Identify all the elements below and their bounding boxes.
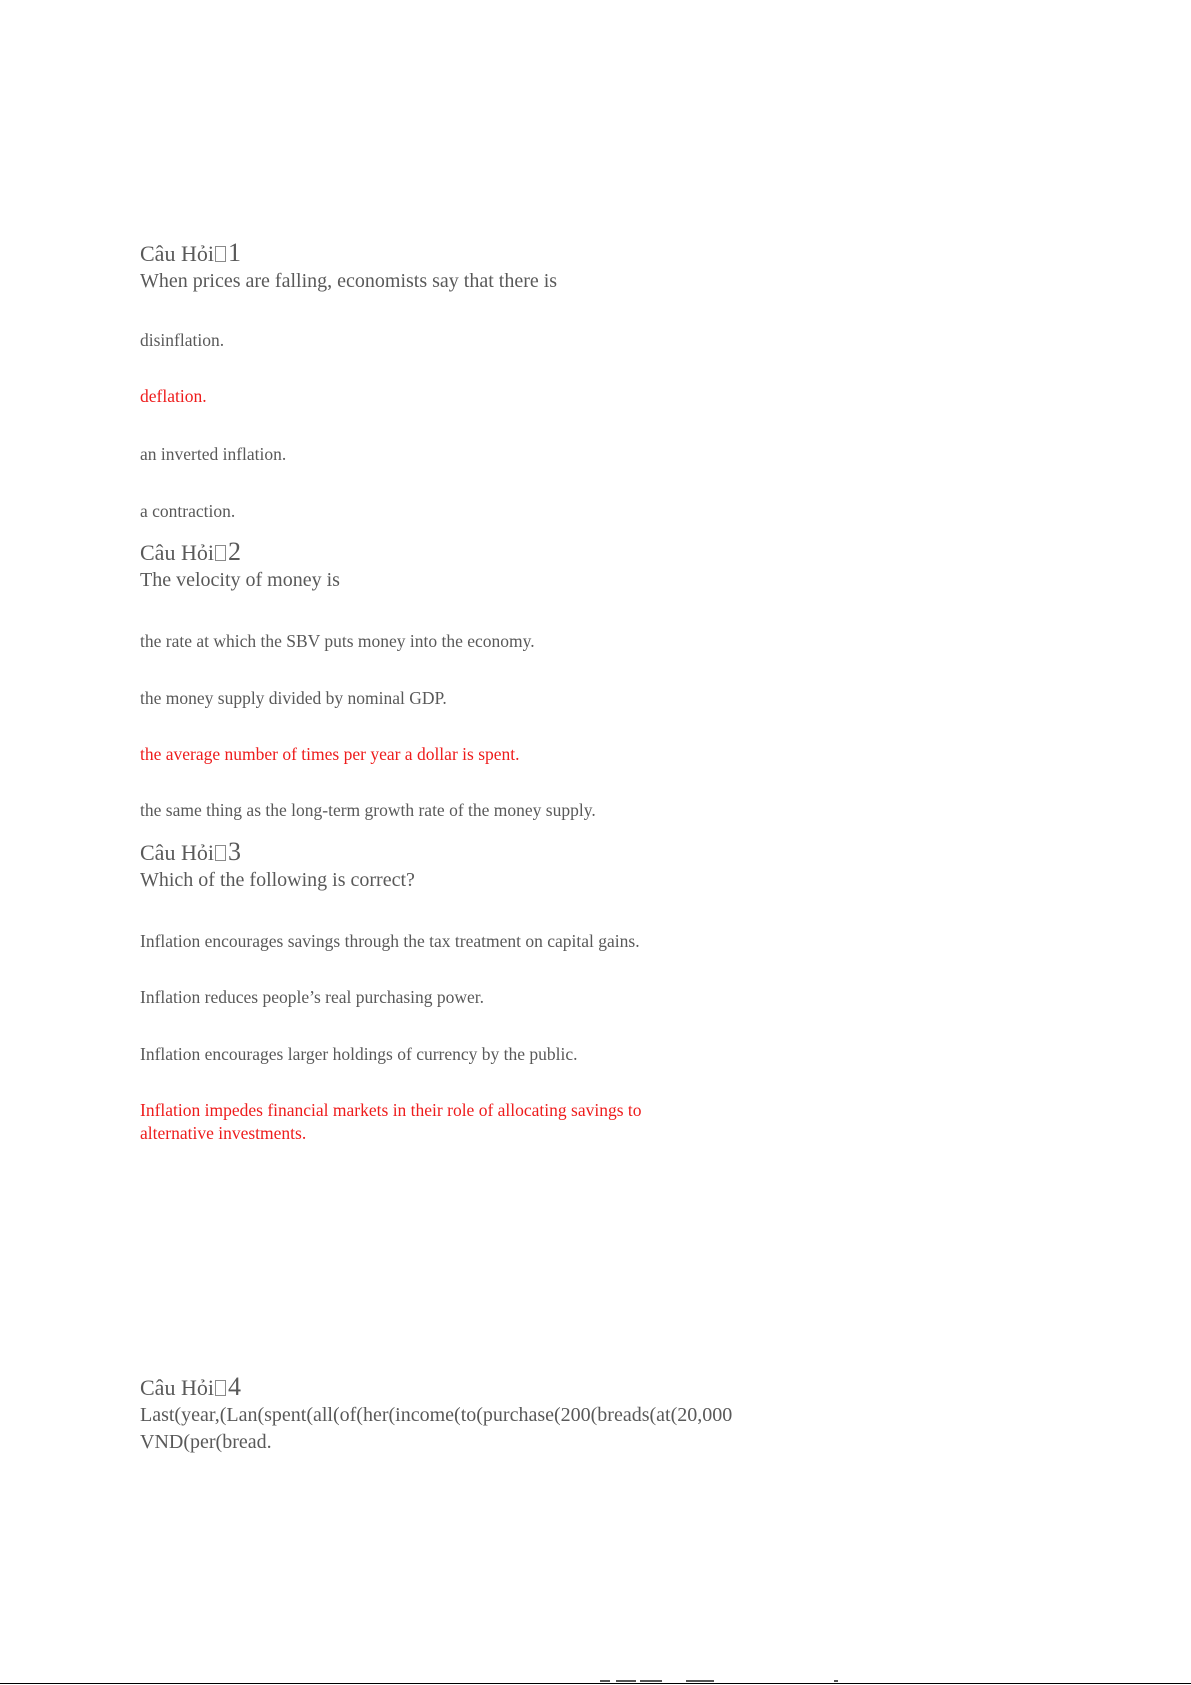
missing-glyph-icon — [215, 845, 226, 861]
scan-mark — [640, 1680, 662, 1682]
question-2-label-prefix: Câu Hỏi — [140, 540, 214, 565]
question-3-option-a: Inflation encourages savings through the tax treatment on capital gains. — [140, 931, 640, 951]
question-4-label-prefix: Câu Hỏi — [140, 1375, 214, 1400]
question-3-option-d-line-2: alternative investments. — [140, 1123, 307, 1143]
question-1-option-a: disinflation. — [140, 330, 225, 350]
scan-mark — [600, 1680, 610, 1682]
question-3-number: 3 — [227, 837, 241, 866]
question-1-option-d: a contraction. — [140, 501, 236, 521]
missing-glyph-icon — [215, 545, 226, 561]
question-2-label — [140, 539, 241, 566]
question-1-label-prefix: Câu Hỏi — [140, 241, 214, 266]
missing-glyph-icon — [215, 246, 226, 262]
question-4-number: 4 — [227, 1372, 241, 1401]
scan-mark — [616, 1680, 636, 1682]
question-2-text: The velocity of money is — [140, 569, 340, 591]
question-3-label-prefix: Câu Hỏi — [140, 840, 214, 865]
question-2-option-d: the same thing as the long-term growth rate of the money supply. — [140, 800, 596, 820]
question-1-number: 1 — [227, 238, 241, 267]
question-4-text-line-1: Last(year,(Lan(spent(all(of(her(income(to(purchase(200(breads(at(20,000 — [140, 1404, 733, 1426]
question-3-label — [140, 839, 241, 866]
question-2-option-c: the average number of times per year a dollar is spent. — [140, 744, 520, 764]
question-3-option-b: Inflation reduces people’s real purchasing power. — [140, 987, 485, 1007]
question-3-text: Which of the following is correct? — [140, 869, 415, 891]
question-4-label — [140, 1374, 241, 1401]
question-2-option-a: the rate at which the SBV puts money into the economy. — [140, 631, 535, 651]
question-2-option-b: the money supply divided by nominal GDP. — [140, 688, 447, 708]
question-2-number: 2 — [227, 537, 241, 566]
scan-mark — [834, 1680, 838, 1682]
question-3-option-c: Inflation encourages larger holdings of currency by the public. — [140, 1044, 578, 1064]
question-4-text-line-2: VND(per(bread. — [140, 1431, 272, 1453]
scan-mark — [686, 1680, 714, 1682]
bottom-border-line — [0, 1683, 1191, 1684]
question-1-option-b: deflation. — [140, 386, 207, 406]
question-1-option-c: an inverted inflation. — [140, 444, 287, 464]
question-1-label — [140, 240, 241, 267]
missing-glyph-icon — [215, 1380, 226, 1396]
question-3-option-d-line-1: Inflation impedes financial markets in their role of allocating savings to — [140, 1100, 642, 1120]
question-1-text: When prices are falling, economists say that there is — [140, 270, 558, 292]
